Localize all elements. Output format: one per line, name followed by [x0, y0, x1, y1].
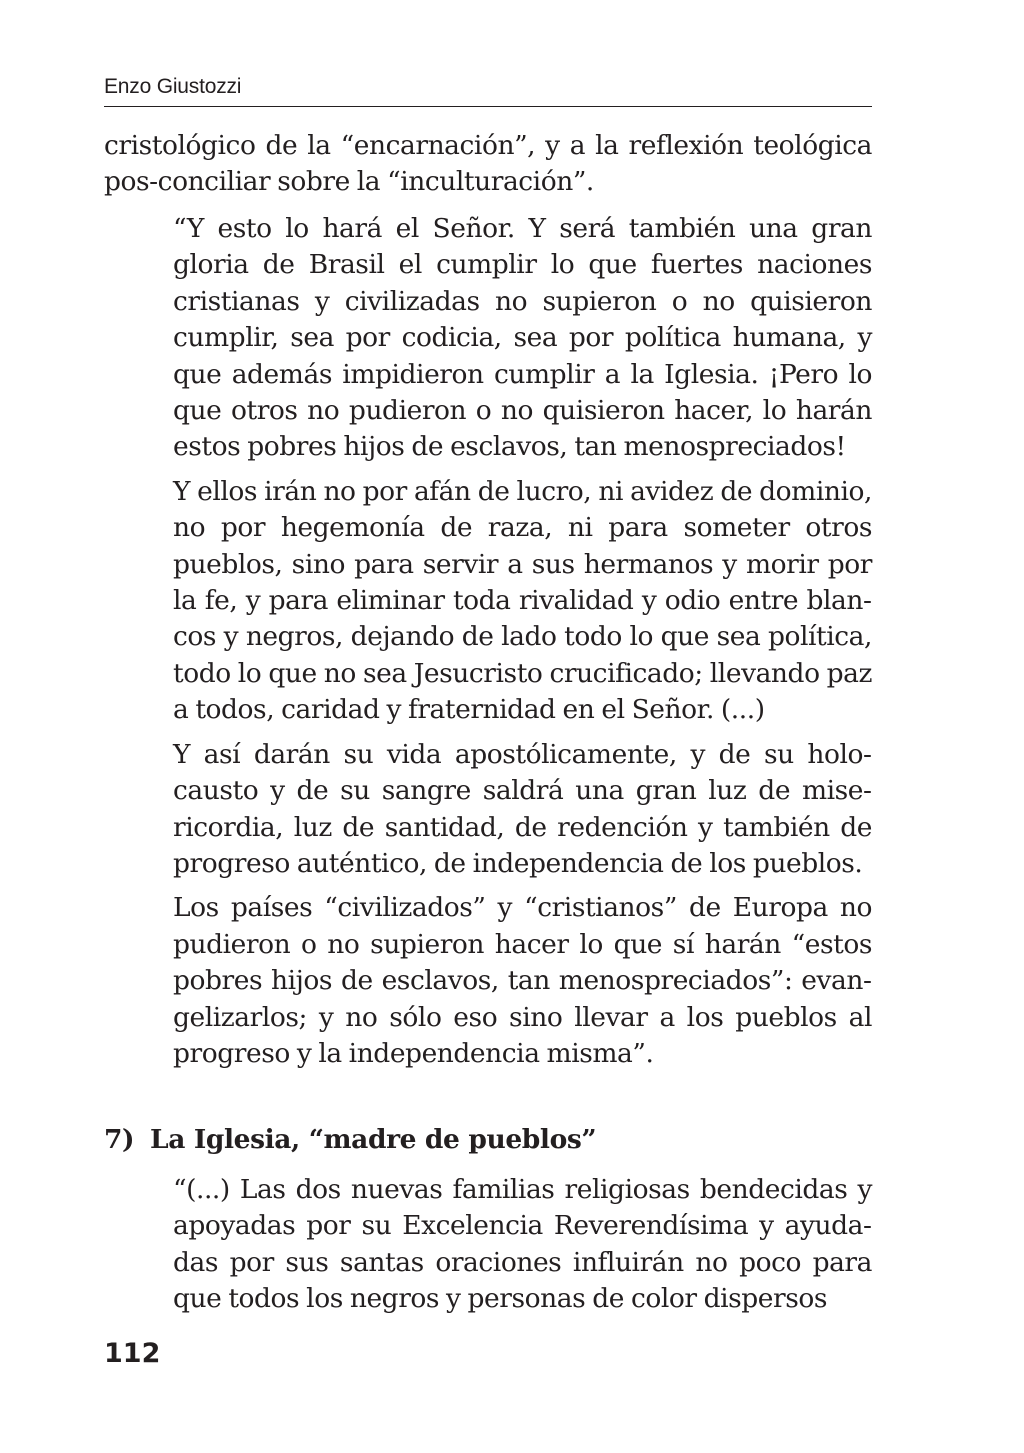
intro-paragraph: cristológico de la “encarnación”, y a la reflexión teológica pos-conciliar sobre la “inculturación”. — [104, 130, 872, 198]
running-head-author: Enzo Giustozzi — [104, 75, 242, 98]
section-title: La Iglesia, “madre de pueblos” — [150, 1124, 597, 1155]
quote-paragraph-2: Y ellos irán no por afán de lucro, ni avidez de dominio, no por hegemonía de raza, ni para someter otros pueblos, sino para servir a sus hermanos y morir por la fe, y para eliminar toda rivalidad y odio entre blancos y negros, dejando de lado todo lo que sea política, todo lo que no sea Jesucristo crucificado; llevando paz a todos, caridad y fraternidad en el Señor. (...) — [173, 475, 872, 726]
quote-two-paragraph: “(...) Las dos nuevas familias religiosas bendecidas y apoyadas por su Excelencia Reverendísima y ayudadas por sus santas oraciones influirán no poco para que todos los negros y personas de color dispersos — [173, 1174, 872, 1315]
quote-paragraph-3: Y así darán su vida apostólicamente, y de su holocausto y de su sangre saldrá una gran luz de misericordia, luz de santidad, de redención y también de progreso auténtico, de independencia de los pueblos. — [173, 738, 872, 879]
section-number: 7) — [104, 1124, 135, 1155]
page-number: 112 — [104, 1338, 161, 1369]
block-quote-1 — [173, 211, 872, 1080]
block-quote-2 — [173, 1172, 872, 1326]
header-rule — [104, 106, 872, 107]
quote-paragraph-1: “Y esto lo hará el Señor. Y será también una gran gloria de Brasil el cumplir lo que fuertes naciones cristianas y civilizadas no supieron o no quisieron cumplir, sea por codicia, sea por política humana, y que además impidieron cumplir a la Iglesia. ¡Pero lo que otros no pudieron o no quisieron hacer, lo harán estos pobres hijos de esclavos, tan menospreciados! — [173, 213, 872, 463]
quote-paragraph-4: Los países “civilizados” y “cristianos” de Europa no pudieron o no supieron hacer lo que sí harán “estos pobres hijos de esclavos, tan menospreciados”: evangelizarlos; y no sólo eso sino llevar a los pueblos al progreso y la independencia misma”. — [173, 892, 872, 1069]
section-heading — [104, 1122, 872, 1158]
